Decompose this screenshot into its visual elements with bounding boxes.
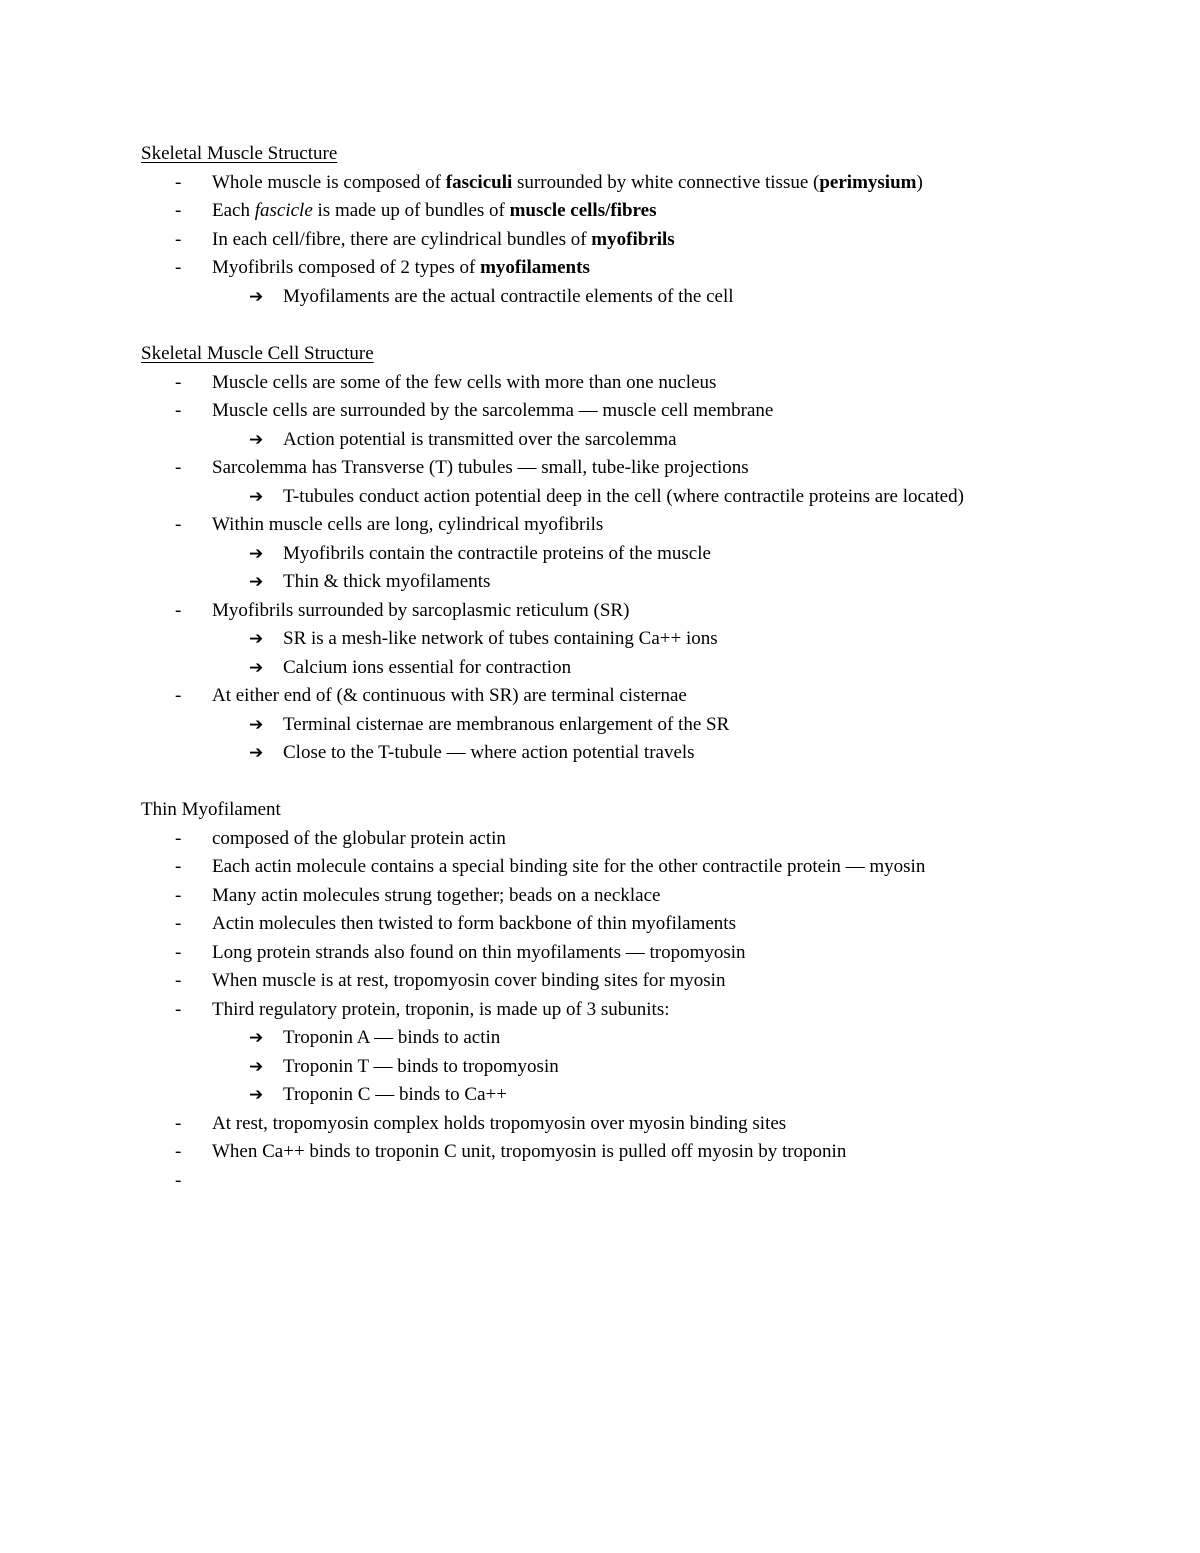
list-item-text: [212, 254, 590, 283]
dash-bullet-icon: -: [175, 970, 182, 991]
list-item-text: [283, 568, 490, 597]
text-run: At either end of (& continuous with SR) are terminal cisternae: [212, 685, 687, 706]
text-run: Sarcolemma has Transverse (T) tubules — small, tube-like projections: [212, 457, 749, 478]
dash-bullet-icon: -: [175, 1141, 182, 1162]
section-skeletal-muscle-structure: [141, 140, 1141, 311]
dash-bullet-icon: -: [175, 514, 182, 535]
text-run: Troponin T — binds to tropomyosin: [283, 1055, 559, 1077]
text-run: Troponin A — binds to actin: [283, 1027, 501, 1048]
list-item-text: [212, 682, 687, 711]
dash-bullet-icon: -: [175, 827, 182, 849]
list-item-text: [212, 369, 716, 398]
list-item: [141, 853, 1141, 882]
sub-list-item: [141, 568, 1141, 597]
text-run: When Ca++ binds to troponin C unit, tropomyosin is pulled off myosin by troponin: [212, 1141, 847, 1162]
text-run: Third regulatory protein, troponin, is made up of 3 subunits:: [212, 998, 670, 1020]
sub-list-item: [141, 283, 1141, 312]
list-item-text: [212, 939, 746, 968]
arrow-bullet-icon: ➔: [249, 572, 264, 592]
dash-bullet-icon: -: [175, 457, 182, 478]
list-item-text: [212, 169, 923, 198]
text-run: Within muscle cells are long, cylindrical myofibrils: [212, 514, 604, 535]
list-item-text: [212, 825, 506, 854]
list-item: [141, 996, 1141, 1025]
sub-list-item: [141, 711, 1141, 740]
list-item: [141, 254, 1141, 283]
dash-bullet-icon: -: [175, 371, 182, 393]
list-item: [141, 511, 1141, 540]
dash-bullet-icon: -: [175, 913, 182, 934]
bold-term: myofilaments: [480, 257, 590, 278]
list-item: [141, 169, 1141, 198]
list-item-text: [283, 283, 734, 312]
text-run: SR is a mesh-like network of tubes containing Ca++ ions: [283, 628, 718, 649]
list-item-text: [283, 483, 964, 512]
dash-bullet-icon: -: [175, 685, 182, 706]
dash-bullet-icon: -: [175, 856, 182, 877]
list-item-text: [283, 625, 718, 654]
dash-bullet-icon: -: [175, 171, 182, 193]
list-item-text: [283, 654, 571, 683]
text-run: Each: [212, 200, 255, 221]
text-run: Myofibrils contain the contractile proteins of the muscle: [283, 542, 711, 564]
list-item: [141, 967, 1141, 996]
dash-bullet-icon: -: [175, 599, 182, 621]
text-run: Myofilaments are the actual contractile elements of the cell: [283, 285, 734, 307]
list-item-text: [283, 426, 677, 455]
sub-list-item: [141, 739, 1141, 768]
list-item-text: [283, 1053, 559, 1082]
list-item-text: [283, 739, 695, 768]
text-run: ): [916, 171, 923, 193]
sub-list-item: [141, 1024, 1141, 1053]
dash-bullet-icon: -: [175, 884, 182, 906]
arrow-bullet-icon: ➔: [249, 1085, 264, 1105]
sub-list-item: [141, 426, 1141, 455]
text-run: Calcium ions essential for contraction: [283, 656, 572, 678]
text-run: Actin molecules then twisted to form backbone of thin myofilaments: [212, 913, 736, 934]
list-item: [141, 910, 1141, 939]
text-run: When muscle is at rest, tropomyosin cover binding sites for myosin: [212, 970, 726, 991]
list-item-text: [212, 1110, 786, 1139]
list-item: [141, 939, 1141, 968]
list-item-text: [212, 882, 660, 911]
italic-term: fascicle: [254, 200, 313, 221]
arrow-bullet-icon: ➔: [249, 429, 264, 450]
list-item-text: [212, 226, 675, 255]
arrow-bullet-icon: ➔: [249, 714, 264, 735]
section-thin-myofilament: [141, 796, 1141, 1195]
text-run: composed of the globular protein actin: [212, 827, 506, 849]
list-item: [141, 226, 1141, 255]
text-run: Thin & thick myofilaments: [283, 571, 491, 592]
text-run: Myofibrils composed of 2 types of: [212, 257, 481, 278]
bold-term: fasciculi: [445, 171, 513, 193]
text-run: Muscle cells are some of the few cells with more than one nucleus: [212, 371, 717, 393]
text-run: Close to the T-tubule — where action potential travels: [283, 742, 695, 763]
list-item-text: [212, 967, 725, 996]
arrow-bullet-icon: ➔: [249, 657, 264, 678]
list-item: [141, 882, 1141, 911]
arrow-bullet-icon: ➔: [249, 286, 264, 307]
arrow-bullet-icon: ➔: [249, 629, 264, 649]
text-run: Long protein strands also found on thin myofilaments — tropomyosin: [212, 941, 746, 963]
list-item-text: [212, 910, 736, 939]
dash-bullet-icon: -: [175, 228, 182, 250]
section-heading: Skeletal Muscle Cell Structure: [141, 343, 374, 364]
arrow-bullet-icon: ➔: [249, 1028, 264, 1048]
list-item-text: [283, 1024, 500, 1053]
text-run: Many actin molecules strung together; beads on a necklace: [212, 884, 661, 906]
list-item-text: [212, 597, 629, 626]
sub-list-item: [141, 540, 1141, 569]
text-run: Action potential is transmitted over the sarcolemma: [283, 428, 677, 450]
list-item: [141, 369, 1141, 398]
list-item-text: [212, 197, 656, 226]
text-run: Troponin C — binds to Ca++: [283, 1084, 507, 1105]
dash-bullet-icon: -: [175, 1112, 182, 1134]
arrow-bullet-icon: ➔: [249, 743, 264, 763]
sub-list-item: [141, 1081, 1141, 1110]
text-run: At rest, tropomyosin complex holds tropomyosin over myosin binding sites: [212, 1112, 787, 1134]
text-run: surrounded by white connective tissue (: [512, 171, 820, 193]
text-run: T-tubules conduct action potential deep in the cell (where contractile proteins are located): [283, 485, 964, 507]
sub-list-item: [141, 654, 1141, 683]
list-item-text: [283, 540, 711, 569]
section-heading: Thin Myofilament: [141, 799, 281, 820]
dash-bullet-icon: -: [175, 941, 182, 963]
list-item: [141, 1167, 1141, 1196]
sub-list-item: [141, 625, 1141, 654]
text-run: Whole muscle is composed of: [212, 171, 446, 193]
dash-bullet-icon: -: [175, 400, 182, 421]
list-item: [141, 682, 1141, 711]
dash-bullet-icon: -: [175, 200, 182, 221]
text-run: Each actin molecule contains a special binding site for the other contractile protein — myosin: [212, 856, 926, 877]
list-item: [141, 1138, 1141, 1167]
text-run: In each cell/fibre, there are cylindrical bundles of: [212, 228, 592, 250]
list-item-text: [212, 1138, 846, 1167]
list-item-text: [212, 996, 670, 1025]
text-run: Muscle cells are surrounded by the sarcolemma — muscle cell membrane: [212, 400, 774, 421]
text-run: Terminal cisternae are membranous enlargement of the SR: [283, 713, 730, 735]
list-item: [141, 1110, 1141, 1139]
dash-bullet-icon: -: [175, 1169, 182, 1191]
bold-term: myofibrils: [591, 228, 675, 250]
list-item-text: [212, 454, 749, 483]
bold-term: muscle cells/fibres: [509, 200, 657, 221]
list-item: [141, 825, 1141, 854]
text-run: is made up of bundles of: [312, 200, 510, 221]
list-item: [141, 597, 1141, 626]
dash-bullet-icon: -: [175, 998, 182, 1020]
list-item-text: [283, 711, 729, 740]
section-skeletal-muscle-cell-structure: [141, 340, 1141, 768]
text-run: Myofibrils surrounded by sarcoplasmic reticulum (SR): [212, 599, 630, 621]
sub-list-item: [141, 483, 1141, 512]
arrow-bullet-icon: ➔: [249, 1056, 264, 1077]
list-item: [141, 397, 1141, 426]
dash-bullet-icon: -: [175, 257, 182, 278]
sub-list-item: [141, 1053, 1141, 1082]
list-item-text: [212, 511, 603, 540]
list-item-text: [212, 853, 925, 882]
list-item: [141, 197, 1141, 226]
list-item: [141, 454, 1141, 483]
bold-term: perimysium: [819, 171, 917, 193]
section-heading: Skeletal Muscle Structure: [141, 143, 338, 164]
list-item-text: [283, 1081, 507, 1110]
arrow-bullet-icon: ➔: [249, 543, 264, 564]
arrow-bullet-icon: ➔: [249, 486, 264, 507]
list-item-text: [212, 397, 773, 426]
